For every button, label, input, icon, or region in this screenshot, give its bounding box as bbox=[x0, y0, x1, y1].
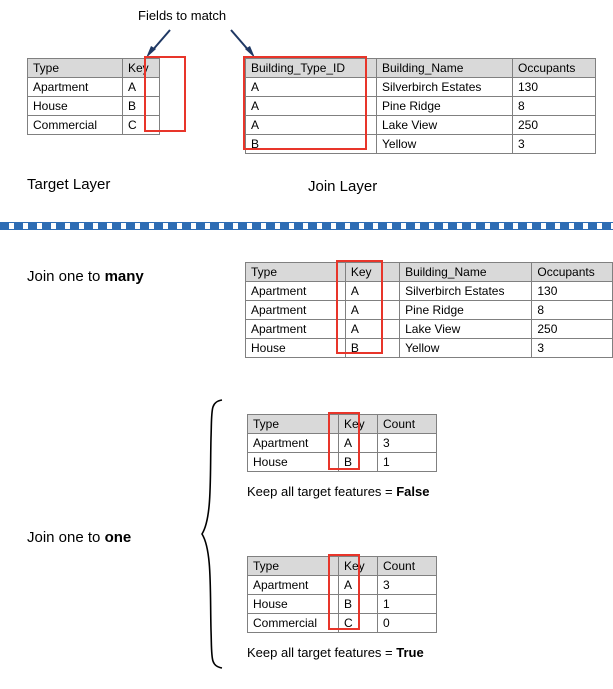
table-cell: Lake View bbox=[377, 116, 513, 135]
table-cell: 3 bbox=[532, 339, 613, 358]
table-cell: A bbox=[345, 320, 399, 339]
target-layer-table bbox=[27, 58, 160, 135]
keep-true-value: True bbox=[396, 645, 424, 660]
arrow-to-join-key-icon bbox=[225, 28, 265, 60]
table-cell: 130 bbox=[532, 282, 613, 301]
table-cell: A bbox=[246, 78, 377, 97]
table-cell: 8 bbox=[513, 97, 596, 116]
table-cell: Apartment bbox=[28, 78, 123, 97]
table-header-row bbox=[246, 59, 596, 78]
table-cell: House bbox=[248, 453, 339, 472]
keep-false-prefix: Keep all target features = bbox=[247, 484, 397, 499]
table-cell: B bbox=[339, 453, 378, 472]
table-cell: A bbox=[339, 576, 378, 595]
table-cell: Lake View bbox=[400, 320, 532, 339]
join-one-to-one-label bbox=[27, 529, 131, 546]
table-cell: Apartment bbox=[246, 282, 346, 301]
table-row bbox=[246, 116, 596, 135]
join-one-to-many-label bbox=[27, 268, 144, 285]
table-row bbox=[246, 339, 613, 358]
one-to-one-true-table bbox=[247, 556, 437, 633]
table-cell: A bbox=[246, 97, 377, 116]
table-cell: Pine Ridge bbox=[377, 97, 513, 116]
join-one-to-one-emphasis: one bbox=[104, 529, 132, 546]
table-row bbox=[248, 614, 437, 633]
table-cell: Apartment bbox=[246, 320, 346, 339]
table-header-row bbox=[248, 557, 437, 576]
table-row bbox=[246, 301, 613, 320]
table-row bbox=[248, 434, 437, 453]
table-row bbox=[248, 453, 437, 472]
table-cell: Commercial bbox=[28, 116, 123, 135]
keep-false-value: False bbox=[396, 484, 430, 499]
one-to-one-false-table bbox=[247, 414, 437, 472]
table-cell: A bbox=[345, 282, 399, 301]
table-cell: House bbox=[28, 97, 123, 116]
one-to-one-true-table-wrapper bbox=[247, 556, 437, 633]
table-cell: Pine Ridge bbox=[400, 301, 532, 320]
column-header: Key bbox=[123, 59, 160, 78]
one-to-one-false-table-wrapper bbox=[247, 414, 437, 472]
table-cell: A bbox=[246, 116, 377, 135]
table-cell: 8 bbox=[532, 301, 613, 320]
table-cell: 0 bbox=[378, 614, 437, 633]
column-header: Key bbox=[339, 557, 378, 576]
arrow-to-target-key-icon bbox=[140, 28, 180, 60]
column-header: Type bbox=[246, 263, 346, 282]
table-cell: Apartment bbox=[246, 301, 346, 320]
column-header: Key bbox=[339, 415, 378, 434]
table-cell: A bbox=[123, 78, 160, 97]
table-row bbox=[28, 116, 160, 135]
table-cell: 1 bbox=[378, 595, 437, 614]
join-one-to-many-prefix: Join one to bbox=[27, 268, 105, 285]
table-cell: 3 bbox=[513, 135, 596, 154]
table-row bbox=[246, 97, 596, 116]
table-cell: Yellow bbox=[377, 135, 513, 154]
table-header-row bbox=[246, 263, 613, 282]
table-cell: 250 bbox=[532, 320, 613, 339]
column-header: Count bbox=[378, 557, 437, 576]
curly-brace-icon bbox=[196, 398, 226, 670]
table-cell: A bbox=[339, 434, 378, 453]
table-cell: B bbox=[246, 135, 377, 154]
target-layer-label: Target Layer bbox=[27, 176, 111, 193]
join-layer-label: Join Layer bbox=[308, 178, 378, 195]
table-row bbox=[246, 78, 596, 97]
join-one-to-one-prefix: Join one to bbox=[27, 529, 105, 546]
table-cell: Yellow bbox=[400, 339, 532, 358]
keep-true-label bbox=[247, 645, 424, 660]
table-cell: Silverbirch Estates bbox=[400, 282, 532, 301]
join-layer-table bbox=[245, 58, 596, 154]
table-cell: C bbox=[339, 614, 378, 633]
table-cell: B bbox=[123, 97, 160, 116]
column-header: Count bbox=[378, 415, 437, 434]
keep-true-prefix: Keep all target features = bbox=[247, 645, 397, 660]
fields-to-match-label: Fields to match bbox=[138, 8, 227, 23]
join-layer-table-wrapper bbox=[245, 58, 596, 154]
table-row bbox=[248, 576, 437, 595]
table-row bbox=[248, 595, 437, 614]
table-cell: Commercial bbox=[248, 614, 339, 633]
table-cell: Apartment bbox=[248, 576, 339, 595]
table-cell: A bbox=[345, 301, 399, 320]
keep-false-label bbox=[247, 484, 429, 499]
table-row bbox=[246, 282, 613, 301]
table-row bbox=[246, 320, 613, 339]
table-header-row bbox=[248, 415, 437, 434]
table-cell: House bbox=[246, 339, 346, 358]
table-cell: B bbox=[345, 339, 399, 358]
column-header: Building_Name bbox=[400, 263, 532, 282]
target-layer-table-wrapper bbox=[27, 58, 160, 135]
table-cell: 1 bbox=[378, 453, 437, 472]
table-row bbox=[28, 78, 160, 97]
table-cell: B bbox=[339, 595, 378, 614]
section-divider bbox=[0, 222, 613, 230]
table-cell: C bbox=[123, 116, 160, 135]
column-header: Building_Name bbox=[377, 59, 513, 78]
table-cell: 130 bbox=[513, 78, 596, 97]
column-header: Key bbox=[345, 263, 399, 282]
table-row bbox=[28, 97, 160, 116]
column-header: Type bbox=[248, 415, 339, 434]
table-cell: House bbox=[248, 595, 339, 614]
column-header: Type bbox=[28, 59, 123, 78]
column-header: Occupants bbox=[513, 59, 596, 78]
table-cell: 250 bbox=[513, 116, 596, 135]
table-header-row bbox=[28, 59, 160, 78]
table-cell: Silverbirch Estates bbox=[377, 78, 513, 97]
table-row bbox=[246, 135, 596, 154]
column-header: Occupants bbox=[532, 263, 613, 282]
table-cell: 3 bbox=[378, 434, 437, 453]
one-to-many-table-wrapper bbox=[245, 262, 613, 358]
column-header: Building_Type_ID bbox=[246, 59, 377, 78]
column-header: Type bbox=[248, 557, 339, 576]
one-to-many-table bbox=[245, 262, 613, 358]
table-cell: 3 bbox=[378, 576, 437, 595]
table-cell: Apartment bbox=[248, 434, 339, 453]
join-one-to-many-emphasis: many bbox=[104, 268, 144, 285]
